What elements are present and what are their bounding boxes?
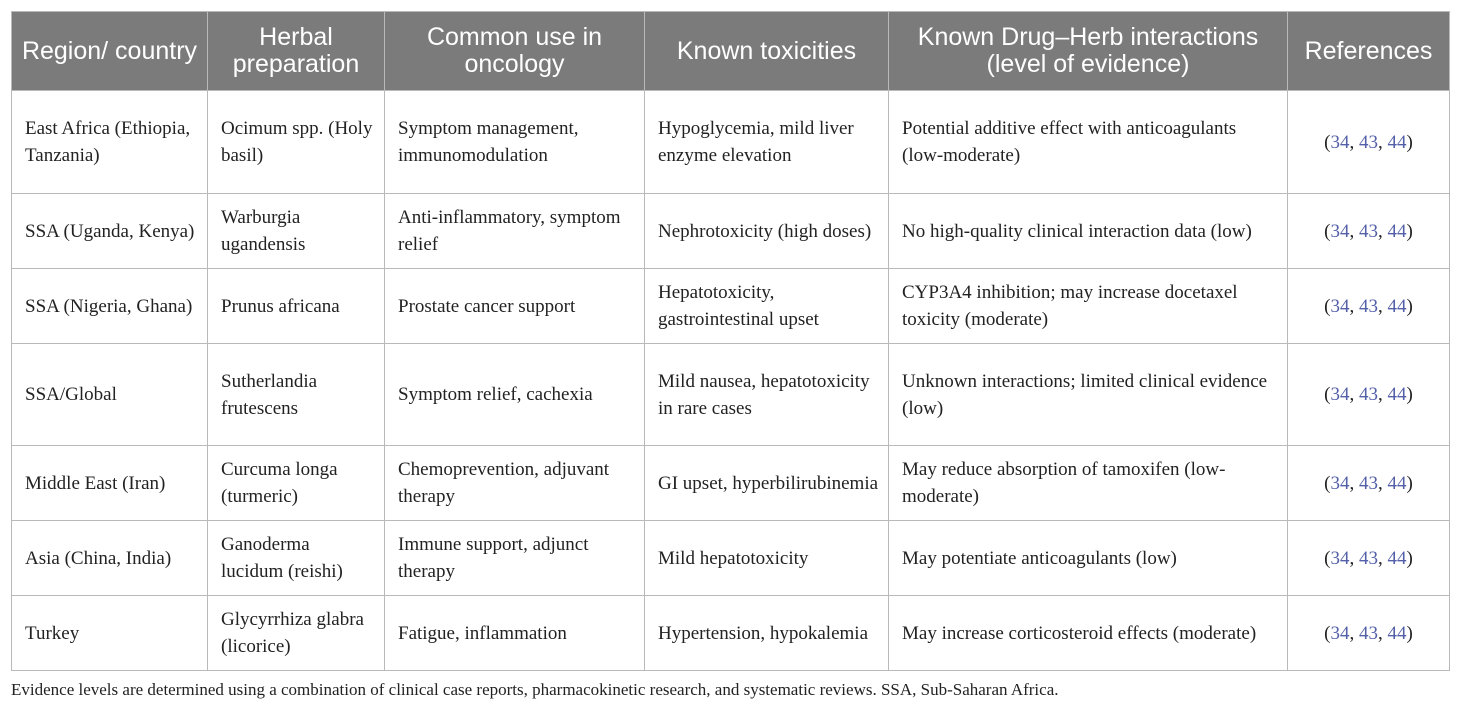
cell-references: (34, 43, 44)	[1288, 344, 1450, 446]
reference-link[interactable]: 43	[1359, 384, 1378, 405]
table-row	[12, 194, 1450, 269]
reference-link[interactable]: 44	[1387, 384, 1407, 405]
header-references: References	[1288, 12, 1450, 91]
cell-herbal: Ocimum spp. (Holy basil)	[208, 91, 385, 194]
cell-toxicities: Mild nausea, hepatotoxicity in rare cases	[645, 344, 889, 446]
header-region: Region/ country	[12, 12, 208, 91]
table-row	[12, 521, 1450, 596]
cell-region: East Africa (Ethiopia, Tanzania)	[12, 91, 208, 194]
table-row	[12, 446, 1450, 521]
reference-link[interactable]: 43	[1359, 220, 1378, 242]
reference-link[interactable]: 44	[1387, 472, 1407, 494]
cell-use: Anti-inflammatory, symptom relief	[385, 194, 645, 269]
cell-herbal: Prunus africana	[208, 269, 385, 344]
reference-link[interactable]: 43	[1359, 295, 1378, 317]
table-row	[12, 269, 1450, 344]
table-row	[12, 344, 1450, 446]
reference-link[interactable]: 43	[1359, 131, 1378, 153]
reference-link[interactable]: 34	[1330, 295, 1350, 317]
cell-toxicities: Hepatotoxicity, gastrointestinal upset	[645, 269, 889, 344]
cell-region: SSA/Global	[12, 344, 208, 446]
cell-region: Turkey	[12, 596, 208, 671]
cell-herbal: Curcuma longa (turmeric)	[208, 446, 385, 521]
cell-herbal: Warburgia ugandensis	[208, 194, 385, 269]
cell-use: Fatigue, inflammation	[385, 596, 645, 671]
cell-references: (34, 43, 44)	[1288, 91, 1450, 194]
cell-interactions: May increase corticosteroid effects (moderate)	[889, 596, 1288, 671]
cell-references: (34, 43, 44)	[1288, 194, 1450, 269]
cell-references: (34, 43, 44)	[1288, 596, 1450, 671]
cell-toxicities: GI upset, hyperbilirubinemia	[645, 446, 889, 521]
cell-toxicities: Nephrotoxicity (high doses)	[645, 194, 889, 269]
reference-link[interactable]: 34	[1330, 131, 1350, 153]
reference-link[interactable]: 44	[1387, 131, 1407, 153]
table-row	[12, 91, 1450, 194]
cell-herbal: Sutherlandia frutescens	[208, 344, 385, 446]
cell-herbal: Glycyrrhiza glabra (licorice)	[208, 596, 385, 671]
cell-region: SSA (Nigeria, Ghana)	[12, 269, 208, 344]
cell-references: (34, 43, 44)	[1288, 521, 1450, 596]
reference-link[interactable]: 43	[1359, 622, 1378, 644]
reference-link[interactable]: 34	[1330, 622, 1350, 644]
header-known-toxicities: Known toxicities	[645, 12, 889, 91]
cell-interactions: No high-quality clinical interaction data (low)	[889, 194, 1288, 269]
cell-references: (34, 43, 44)	[1288, 269, 1450, 344]
cell-toxicities: Hypoglycemia, mild liver enzyme elevation	[645, 91, 889, 194]
reference-link[interactable]: 34	[1330, 472, 1350, 494]
header-row	[12, 12, 1450, 91]
header-drug-herb-interactions: Known Drug–Herb interactions (level of evidence)	[889, 12, 1288, 91]
reference-link[interactable]: 34	[1330, 547, 1350, 569]
table-row	[12, 596, 1450, 671]
cell-use: Prostate cancer support	[385, 269, 645, 344]
reference-link[interactable]: 44	[1387, 295, 1407, 317]
reference-link[interactable]: 43	[1359, 547, 1378, 569]
reference-link[interactable]: 34	[1330, 384, 1350, 405]
reference-link[interactable]: 44	[1387, 220, 1407, 242]
reference-link[interactable]: 44	[1387, 622, 1407, 644]
cell-interactions: May reduce absorption of tamoxifen (low-moderate)	[889, 446, 1288, 521]
cell-use: Immune support, adjunct therapy	[385, 521, 645, 596]
cell-interactions: Potential additive effect with anticoagulants (low-moderate)	[889, 91, 1288, 194]
reference-link[interactable]: 34	[1330, 220, 1350, 242]
cell-region: SSA (Uganda, Kenya)	[12, 194, 208, 269]
reference-link[interactable]: 44	[1387, 547, 1407, 569]
cell-use: Symptom management, immunomodulation	[385, 91, 645, 194]
cell-interactions: CYP3A4 inhibition; may increase docetaxel toxicity (moderate)	[889, 269, 1288, 344]
cell-region: Asia (China, India)	[12, 521, 208, 596]
header-common-use: Common use in oncology	[385, 12, 645, 91]
cell-interactions: May potentiate anticoagulants (low)	[889, 521, 1288, 596]
herbal-interactions-table	[11, 11, 1450, 671]
reference-link[interactable]: 43	[1359, 472, 1378, 494]
cell-interactions: Unknown interactions; limited clinical evidence (low)	[889, 344, 1288, 446]
cell-region: Middle East (Iran)	[12, 446, 208, 521]
cell-toxicities: Mild hepatotoxicity	[645, 521, 889, 596]
table-footnote: Evidence levels are determined using a combination of clinical case reports, pharmacokinetic research, and systematic reviews. SSA, Sub-Saharan Africa.	[11, 680, 1059, 699]
cell-references: (34, 43, 44)	[1288, 446, 1450, 521]
cell-use: Symptom relief, cachexia	[385, 344, 645, 446]
cell-toxicities: Hypertension, hypokalemia	[645, 596, 889, 671]
cell-use: Chemoprevention, adjuvant therapy	[385, 446, 645, 521]
header-herbal-preparation: Herbal preparation	[208, 12, 385, 91]
cell-herbal: Ganoderma lucidum (reishi)	[208, 521, 385, 596]
